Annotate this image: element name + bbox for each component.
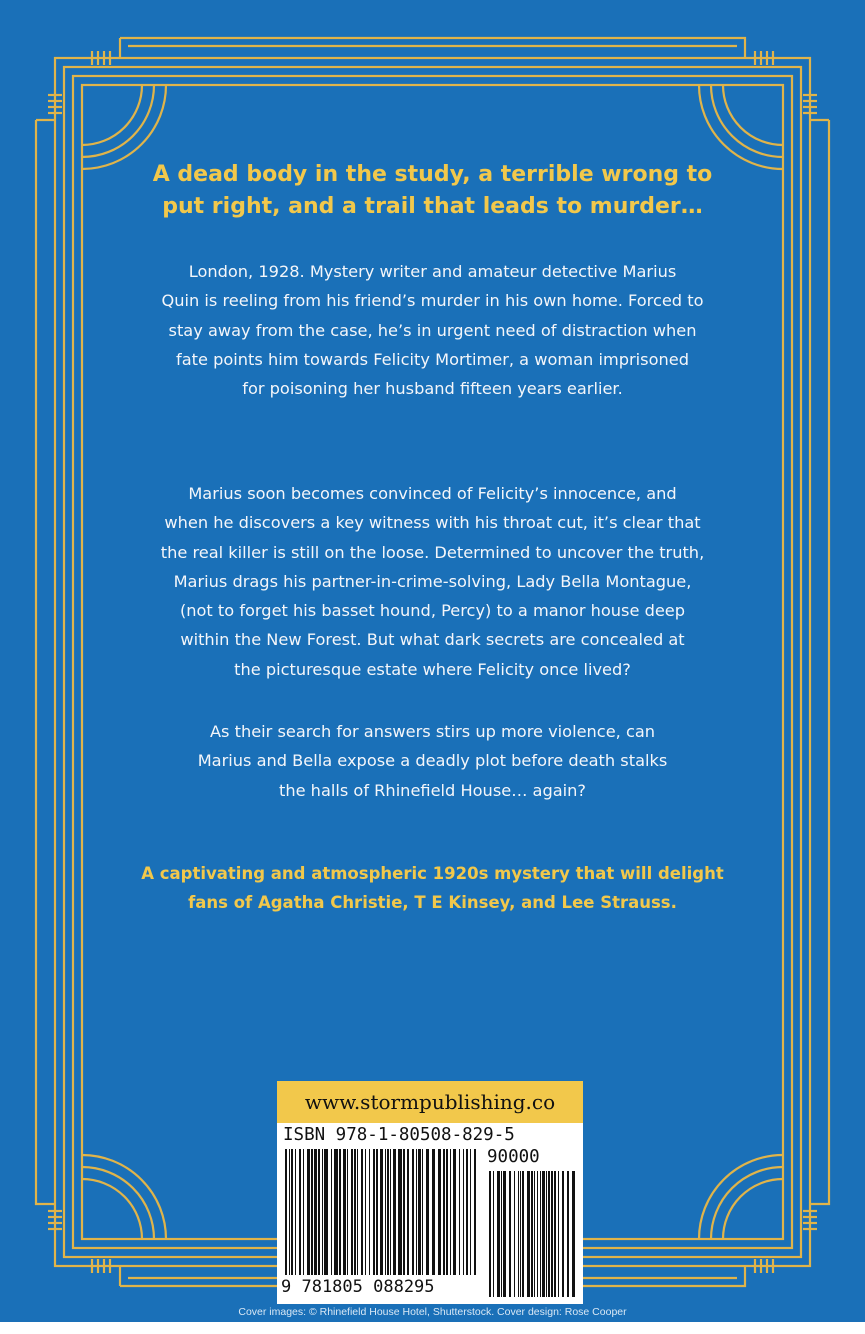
blurb-line: (not to forget his basset hound, Percy) to a manor house deep — [179, 601, 686, 621]
blurb-line: Quin is reeling from his friend’s murder in his own home. Forced to — [161, 291, 704, 311]
tagline-bottom-line: fans of Agatha Christie, T E Kinsey, and Lee Strauss. — [188, 893, 677, 912]
tagline-bottom-line: A captivating and atmospheric 1920s mystery that will delight — [141, 864, 724, 883]
blurb-line: Marius and Bella expose a deadly plot before death stalks — [197, 751, 668, 771]
publisher-url: www.stormpublishing.co — [277, 1081, 583, 1123]
tagline-top — [80, 159, 785, 223]
tagline-bottom — [80, 859, 785, 917]
blurb-line: Marius soon becomes convinced of Felicity’s innocence, and — [188, 484, 677, 503]
isbn-digits: 9 781805 088295 — [281, 1277, 435, 1297]
barcode-panel — [277, 1081, 583, 1304]
blurb-line: for poisoning her husband fifteen years earlier. — [242, 379, 623, 399]
blurb-line: the picturesque estate where Felicity once lived? — [234, 659, 631, 679]
blurb-paragraph-2 — [80, 479, 785, 684]
blurb-line: the real killer is still on the loose. Determined to uncover the truth, — [160, 542, 705, 562]
blurb-paragraph-3 — [80, 717, 785, 805]
barcode-image — [277, 1081, 583, 1304]
blurb-paragraph-1 — [80, 257, 785, 403]
blurb-line: the halls of Rhinefield House… again? — [278, 780, 587, 800]
cover-credits: Cover images: © Rhinefield House Hotel, Shutterstock. Cover design: Rose Cooper — [238, 1306, 627, 1318]
tagline-top-line: A dead body in the study, a terrible wrong to — [152, 162, 713, 187]
blurb-line: Marius drags his partner-in-crime-solving, Lady Bella Montague, — [173, 571, 692, 591]
price-code: 90000 — [487, 1147, 540, 1167]
blurb-line: As their search for answers stirs up more violence, can — [209, 722, 656, 741]
blurb-line: fate points him towards Felicity Mortimer, a woman imprisoned — [176, 349, 689, 369]
blurb-line: when he discovers a key witness with his throat cut, it’s clear that — [164, 513, 701, 533]
blurb-line: London, 1928. Mystery writer and amateur detective Marius — [188, 262, 677, 281]
isbn-label: ISBN 978-1-80508-829-5 — [283, 1125, 515, 1145]
blurb-line: within the New Forest. But what dark secrets are concealed at — [180, 630, 685, 650]
tagline-top-line: put right, and a trail that leads to murder… — [162, 194, 703, 219]
blurb-line: stay away from the case, he’s in urgent need of distraction when — [168, 320, 697, 340]
